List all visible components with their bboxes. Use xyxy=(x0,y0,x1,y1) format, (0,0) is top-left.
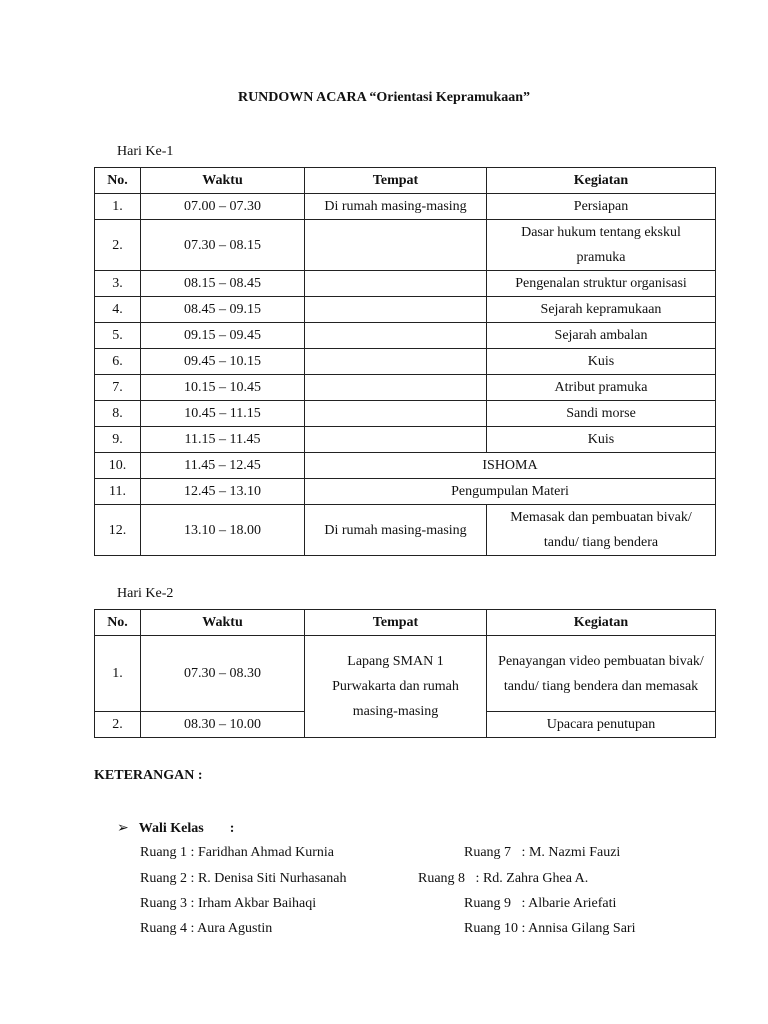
cell-waktu: 12.45 – 13.10 xyxy=(141,479,305,505)
cell-waktu: 08.30 – 10.00 xyxy=(141,712,305,738)
cell-kegiatan: Memasak dan pembuatan bivak/ tandu/ tiang bendera xyxy=(487,505,716,556)
cell-kegiatan: Upacara penutupan xyxy=(487,712,716,738)
cell-merged-ishoma: ISHOMA xyxy=(305,453,716,479)
cell-tempat xyxy=(305,401,487,427)
cell-no: 7. xyxy=(95,375,141,401)
wali-left-4: Ruang 4 : Aura Agustin xyxy=(140,921,273,936)
header-tempat: Tempat xyxy=(305,610,487,636)
header-kegiatan: Kegiatan xyxy=(487,610,716,636)
cell-no: 1. xyxy=(95,636,141,712)
table-row xyxy=(95,349,716,375)
table-row xyxy=(95,323,716,349)
header-waktu: Waktu xyxy=(141,610,305,636)
cell-kegiatan: Atribut pramuka xyxy=(487,375,716,401)
cell-waktu: 09.15 – 09.45 xyxy=(141,323,305,349)
cell-kegiatan: Pengenalan struktur organisasi xyxy=(487,271,716,297)
cell-waktu: 07.30 – 08.30 xyxy=(141,636,305,712)
table-row xyxy=(95,505,716,556)
cell-tempat xyxy=(305,271,487,297)
table-row xyxy=(95,427,716,453)
cell-waktu: 07.00 – 07.30 xyxy=(141,194,305,220)
table-row xyxy=(95,401,716,427)
cell-tempat xyxy=(305,323,487,349)
cell-kegiatan: Penayangan video pembuatan bivak/ tandu/ tiang bendera dan memasak xyxy=(487,636,716,712)
cell-kegiatan: Sejarah ambalan xyxy=(487,323,716,349)
cell-no: 10. xyxy=(95,453,141,479)
wali-kelas-colon: : xyxy=(229,821,235,836)
wali-kelas-label: Wali Kelas xyxy=(138,821,204,836)
cell-kegiatan: Sandi morse xyxy=(487,401,716,427)
cell-waktu: 10.45 – 11.15 xyxy=(141,401,305,427)
cell-no: 4. xyxy=(95,297,141,323)
table-row xyxy=(95,636,716,712)
cell-kegiatan: Kuis xyxy=(487,427,716,453)
cell-waktu: 10.15 – 10.45 xyxy=(141,375,305,401)
wali-right-4: Ruang 10 : Annisa Gilang Sari xyxy=(464,921,636,936)
cell-tempat-merged: Lapang SMAN 1 Purwakarta dan rumah masing-masing xyxy=(305,636,487,738)
header-tempat: Tempat xyxy=(305,168,487,194)
cell-tempat xyxy=(305,297,487,323)
cell-tempat: Di rumah masing-masing xyxy=(305,194,487,220)
day1-label: Hari Ke-1 xyxy=(117,144,174,159)
table-row xyxy=(95,220,716,271)
table-row xyxy=(95,479,716,505)
table-row xyxy=(95,271,716,297)
table-header-row xyxy=(95,610,716,636)
wali-kelas-heading xyxy=(117,820,234,837)
cell-waktu: 13.10 – 18.00 xyxy=(141,505,305,556)
cell-waktu: 11.15 – 11.45 xyxy=(141,427,305,453)
keterangan-heading: KETERANGAN : xyxy=(94,768,203,783)
document-title: RUNDOWN ACARA “Orientasi Kepramukaan” xyxy=(237,90,531,105)
cell-waktu: 11.45 – 12.45 xyxy=(141,453,305,479)
cell-kegiatan: Kuis xyxy=(487,349,716,375)
cell-tempat: Di rumah masing-masing xyxy=(305,505,487,556)
cell-no: 6. xyxy=(95,349,141,375)
cell-no: 12. xyxy=(95,505,141,556)
cell-no: 1. xyxy=(95,194,141,220)
wali-right-1: Ruang 7 : M. Nazmi Fauzi xyxy=(464,845,621,860)
wali-right-3: Ruang 9 : Albarie Ariefati xyxy=(464,896,617,911)
cell-waktu: 07.30 – 08.15 xyxy=(141,220,305,271)
header-waktu: Waktu xyxy=(141,168,305,194)
cell-no: 9. xyxy=(95,427,141,453)
cell-kegiatan: Persiapan xyxy=(487,194,716,220)
cell-no: 2. xyxy=(95,712,141,738)
cell-merged-pengumpulan: Pengumpulan Materi xyxy=(305,479,716,505)
wali-left-3: Ruang 3 : Irham Akbar Baihaqi xyxy=(140,896,317,911)
table-row xyxy=(95,453,716,479)
cell-kegiatan: Dasar hukum tentang ekskul pramuka xyxy=(487,220,716,271)
wali-left-1: Ruang 1 : Faridhan Ahmad Kurnia xyxy=(140,845,335,860)
cell-no: 3. xyxy=(95,271,141,297)
cell-tempat xyxy=(305,220,487,271)
cell-kegiatan: Sejarah kepramukaan xyxy=(487,297,716,323)
header-kegiatan: Kegiatan xyxy=(487,168,716,194)
cell-waktu: 08.45 – 09.15 xyxy=(141,297,305,323)
cell-waktu: 08.15 – 08.45 xyxy=(141,271,305,297)
table-row xyxy=(95,375,716,401)
cell-waktu: 09.45 – 10.15 xyxy=(141,349,305,375)
wali-left-2: Ruang 2 : R. Denisa Siti Nurhasanah xyxy=(140,871,347,886)
cell-no: 11. xyxy=(95,479,141,505)
table-header-row xyxy=(95,168,716,194)
cell-no: 2. xyxy=(95,220,141,271)
day2-table xyxy=(94,609,716,738)
header-no: No. xyxy=(95,610,141,636)
wali-right-2: Ruang 8 : Rd. Zahra Ghea A. xyxy=(418,871,589,886)
header-no: No. xyxy=(95,168,141,194)
cell-tempat xyxy=(305,427,487,453)
table-row xyxy=(95,194,716,220)
day2-label: Hari Ke-2 xyxy=(117,586,174,601)
cell-no: 8. xyxy=(95,401,141,427)
arrow-bullet-icon: ➢ xyxy=(117,821,129,836)
table-row xyxy=(95,297,716,323)
cell-tempat xyxy=(305,349,487,375)
day1-table xyxy=(94,167,716,556)
cell-tempat xyxy=(305,375,487,401)
cell-no: 5. xyxy=(95,323,141,349)
